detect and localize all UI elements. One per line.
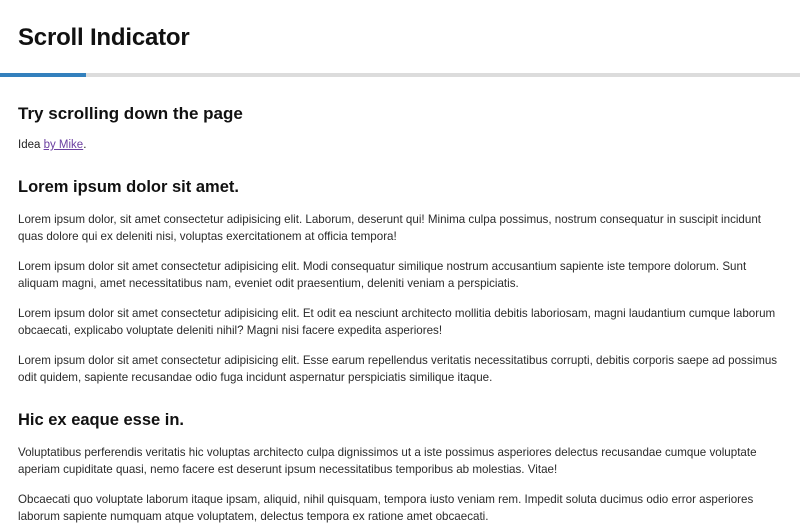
body-paragraph: Voluptatibus perferendis veritatis hic voluptas architecto culpa dignissimos ut a iste possimus asperiores delectus recusandae cumque voluptate aperiam cupiditate quasi, nemo facere est deserunt ipsum necessitatibus temporibus ab molestias. Vitae!: [18, 446, 757, 476]
body-paragraph: Lorem ipsum dolor sit amet consectetur adipisicing elit. Esse earum repellendus veritatis necessitatibus corrupti, debitis corporis saepe ad possimus odit quidem, sapiente recusandae odio fuga incidunt aspernatur perspiciatis similique itaque.: [18, 354, 778, 384]
body-paragraph: Lorem ipsum dolor sit amet consectetur adipisicing elit. Modi consequatur similique nostrum accusantium sapiente iste tempore dolorum. Sunt aliquam magni, amet necessitatibus nam, eveniet odit praesentium, deleniti veniam a perspiciatis.: [18, 260, 747, 290]
page-header: [0, 0, 800, 77]
body-paragraph: Lorem ipsum dolor, sit amet consectetur adipisicing elit. Laborum, deserunt qui! Minima culpa possimus, nostrum consequatur in suscipit incidunt quas dolore qui ex deleniti nisi, voluptas exercitationem at officia tempora!: [18, 213, 762, 243]
page-title: Scroll Indicator: [18, 24, 190, 51]
body-paragraph: Lorem ipsum dolor sit amet consectetur adipisicing elit. Et odit ea nesciunt architecto mollitia debitis laboriosam, magni laudantium cumque laborum obcaecati, explicabo voluptate deleniti nihil? Magni nisi facere expedita asperiores!: [18, 307, 776, 337]
section-heading: Lorem ipsum dolor sit amet.: [18, 178, 239, 196]
main-content: [0, 77, 800, 523]
section-title: Try scrolling down the page: [18, 104, 243, 123]
scroll-progress-fill: [0, 73, 86, 77]
byline-author-link[interactable]: by Mike: [43, 139, 84, 151]
scroll-progress-track[interactable]: [0, 73, 800, 77]
byline-prefix: Idea: [18, 139, 44, 151]
byline: [18, 138, 782, 153]
article-sections: [18, 177, 782, 525]
byline-suffix: .: [83, 139, 87, 151]
body-paragraph: Obcaecati quo voluptate laborum itaque ipsam, aliquid, nihil quisquam, tempora iusto veniam rem. Impedit soluta ducimus odio error asperiores laborum sapiente numquam atque voluptatem, delectus tempora ex ratione amet obcaecati.: [18, 493, 754, 523]
section-heading: Hic ex eaque esse in.: [18, 411, 185, 429]
